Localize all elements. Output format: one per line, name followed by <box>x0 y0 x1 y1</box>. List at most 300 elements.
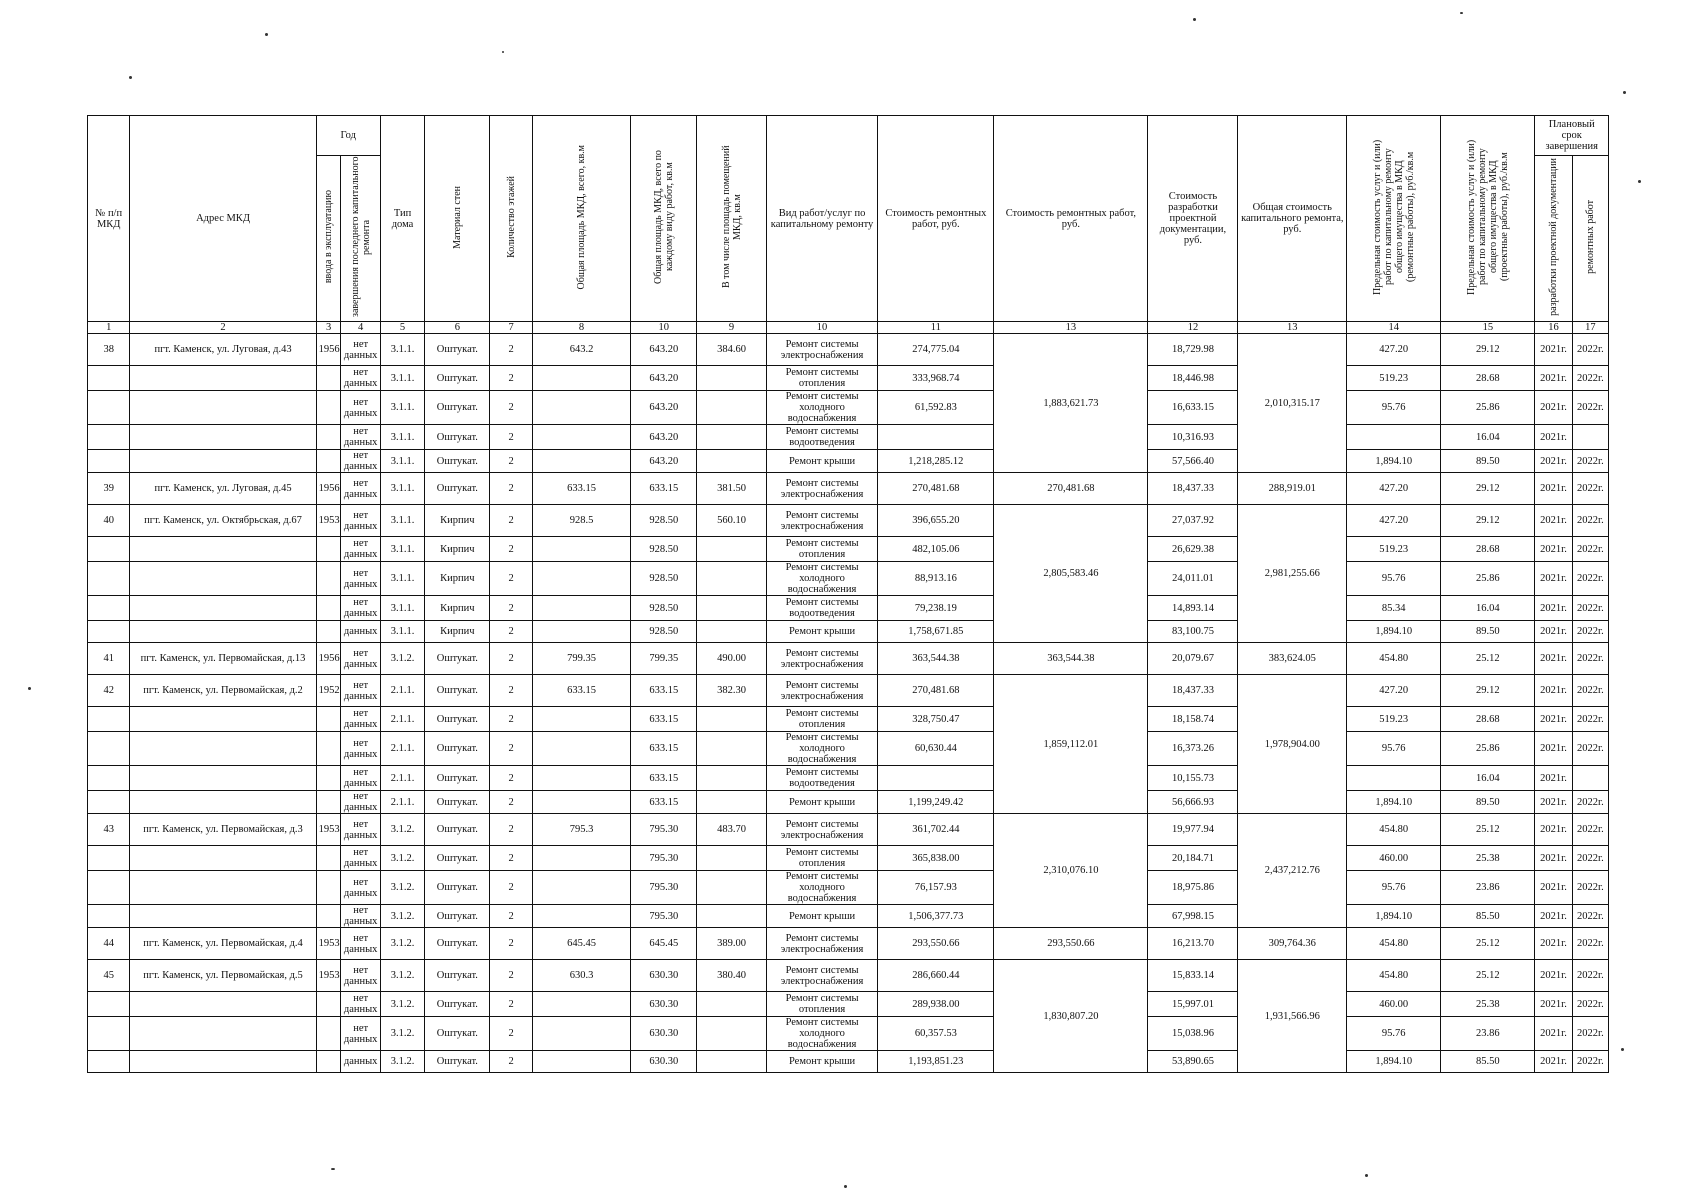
work-type: Ремонт системы электроснабжения <box>766 473 878 505</box>
floors-count: 2 <box>490 1017 532 1051</box>
house-address: пгт. Каменск, ул. Октябрьская, д.67 <box>130 505 316 537</box>
year-commission <box>316 450 341 473</box>
term-repair <box>1572 425 1608 450</box>
house-type: 3.1.1. <box>380 596 424 621</box>
header-term-group: Плановый срок завершения <box>1535 116 1609 156</box>
repair-cost: 60,357.53 <box>878 1017 994 1051</box>
house-type: 3.1.1. <box>380 562 424 596</box>
design-cost: 24,011.01 <box>1148 562 1238 596</box>
area-per-work: 643.20 <box>631 366 697 391</box>
total-area <box>532 621 630 643</box>
term-design: 2021г. <box>1535 791 1572 814</box>
column-number: 10 <box>766 322 878 334</box>
wall-material: Оштукат. <box>425 791 490 814</box>
house-number <box>88 621 130 643</box>
repair-cost: 60,630.44 <box>878 732 994 766</box>
limit-repair: 1,894.10 <box>1347 621 1441 643</box>
house-number <box>88 1051 130 1073</box>
work-type: Ремонт системы холодного водоснабжения <box>766 871 878 905</box>
house-type: 3.1.2. <box>380 928 424 960</box>
last-repair-status: нет данных <box>341 766 380 791</box>
total-area: 799.35 <box>532 643 630 675</box>
scan-speck <box>1638 180 1641 183</box>
term-design: 2021г. <box>1535 334 1572 366</box>
premises-area <box>697 766 766 791</box>
term-design: 2021г. <box>1535 596 1572 621</box>
repair-cost: 286,660.44 <box>878 960 994 992</box>
scan-speck <box>1621 1048 1624 1051</box>
work-type: Ремонт системы электроснабжения <box>766 928 878 960</box>
house-number: 39 <box>88 473 130 505</box>
term-design: 2021г. <box>1535 814 1572 846</box>
term-design: 2021г. <box>1535 450 1572 473</box>
limit-repair: 95.76 <box>1347 1017 1441 1051</box>
house-number <box>88 596 130 621</box>
floors-count: 2 <box>490 505 532 537</box>
total-area <box>532 791 630 814</box>
floors-count: 2 <box>490 537 532 562</box>
last-repair-status: данных <box>341 621 380 643</box>
repair-cost: 270,481.68 <box>878 473 994 505</box>
last-repair-status: нет данных <box>341 960 380 992</box>
limit-design: 29.12 <box>1441 473 1535 505</box>
design-cost: 83,100.75 <box>1148 621 1238 643</box>
limit-repair: 427.20 <box>1347 675 1441 707</box>
house-type: 3.1.2. <box>380 643 424 675</box>
total-area <box>532 366 630 391</box>
house-number <box>88 992 130 1017</box>
premises-area <box>697 562 766 596</box>
limit-repair: 1,894.10 <box>1347 791 1441 814</box>
term-design: 2021г. <box>1535 391 1572 425</box>
table-row <box>88 871 1609 905</box>
work-type: Ремонт системы электроснабжения <box>766 643 878 675</box>
limit-design: 25.12 <box>1441 928 1535 960</box>
house-number <box>88 766 130 791</box>
term-repair: 2022г. <box>1572 596 1608 621</box>
limit-design: 85.50 <box>1441 905 1535 928</box>
work-type: Ремонт системы отопления <box>766 846 878 871</box>
house-type: 3.1.2. <box>380 1051 424 1073</box>
design-cost: 16,633.15 <box>1148 391 1238 425</box>
term-design: 2021г. <box>1535 505 1572 537</box>
house-address <box>130 562 316 596</box>
header-design-cost: Стоимость разработки проектной документации, руб. <box>1148 116 1238 322</box>
year-commission <box>316 846 341 871</box>
area-per-work: 928.50 <box>631 537 697 562</box>
house-address <box>130 425 316 450</box>
year-commission <box>316 1017 341 1051</box>
last-repair-status: нет данных <box>341 366 380 391</box>
scan-speck <box>129 76 132 79</box>
header-premises-area: В том числе площадь помещений МКД, кв.м <box>720 145 743 289</box>
house-address <box>130 766 316 791</box>
term-repair: 2022г. <box>1572 905 1608 928</box>
house-type: 3.1.1. <box>380 450 424 473</box>
year-commission: 1953 <box>316 814 341 846</box>
limit-repair: 454.80 <box>1347 814 1441 846</box>
table-row <box>88 537 1609 562</box>
repair-cost-total: 1,883,621.73 <box>994 334 1148 473</box>
scan-speck <box>1365 1174 1368 1177</box>
premises-area <box>697 391 766 425</box>
last-repair-status: нет данных <box>341 643 380 675</box>
area-per-work: 928.50 <box>631 621 697 643</box>
total-cost: 309,764.36 <box>1238 928 1347 960</box>
year-commission <box>316 871 341 905</box>
house-type: 3.1.1. <box>380 473 424 505</box>
wall-material: Оштукат. <box>425 992 490 1017</box>
term-repair: 2022г. <box>1572 707 1608 732</box>
total-area: 645.45 <box>532 928 630 960</box>
year-commission <box>316 621 341 643</box>
column-number: 11 <box>878 322 994 334</box>
limit-repair: 519.23 <box>1347 707 1441 732</box>
table-row <box>88 960 1609 992</box>
total-cost: 1,978,904.00 <box>1238 675 1347 814</box>
house-number <box>88 846 130 871</box>
table-row <box>88 366 1609 391</box>
limit-design: 25.86 <box>1441 391 1535 425</box>
table-row <box>88 473 1609 505</box>
header-year-commission: ввода в эксплуатацию <box>323 190 335 284</box>
area-per-work: 795.30 <box>631 871 697 905</box>
work-type: Ремонт системы холодного водоснабжения <box>766 732 878 766</box>
limit-repair: 460.00 <box>1347 992 1441 1017</box>
premises-area: 381.50 <box>697 473 766 505</box>
year-commission <box>316 766 341 791</box>
repair-cost-total: 293,550.66 <box>994 928 1148 960</box>
house-number <box>88 871 130 905</box>
column-number: 8 <box>532 322 630 334</box>
wall-material: Оштукат. <box>425 366 490 391</box>
limit-repair: 454.80 <box>1347 643 1441 675</box>
house-type: 3.1.2. <box>380 871 424 905</box>
last-repair-status: нет данных <box>341 992 380 1017</box>
premises-area: 380.40 <box>697 960 766 992</box>
wall-material: Кирпич <box>425 596 490 621</box>
work-type: Ремонт системы электроснабжения <box>766 814 878 846</box>
house-address: пгт. Каменск, ул. Первомайская, д.5 <box>130 960 316 992</box>
term-repair: 2022г. <box>1572 791 1608 814</box>
year-commission <box>316 562 341 596</box>
work-type: Ремонт системы электроснабжения <box>766 960 878 992</box>
table-row <box>88 1017 1609 1051</box>
house-type: 3.1.2. <box>380 905 424 928</box>
total-area: 928.5 <box>532 505 630 537</box>
repair-cost: 361,702.44 <box>878 814 994 846</box>
limit-design: 25.38 <box>1441 846 1535 871</box>
last-repair-status: нет данных <box>341 791 380 814</box>
work-type: Ремонт системы водоотведения <box>766 425 878 450</box>
area-per-work: 799.35 <box>631 643 697 675</box>
work-type: Ремонт системы электроснабжения <box>766 334 878 366</box>
house-address <box>130 871 316 905</box>
design-cost: 16,373.26 <box>1148 732 1238 766</box>
last-repair-status: нет данных <box>341 1017 380 1051</box>
premises-area <box>697 732 766 766</box>
repair-cost <box>878 766 994 791</box>
house-number <box>88 450 130 473</box>
premises-area <box>697 992 766 1017</box>
header-term-repair: ремонтных работ <box>1584 200 1596 274</box>
term-repair: 2022г. <box>1572 643 1608 675</box>
year-commission: 1953 <box>316 928 341 960</box>
header-year-last-repair: завершения последнего капитального ремонта <box>349 156 372 318</box>
house-address: пгт. Каменск, ул. Первомайская, д.2 <box>130 675 316 707</box>
table-row <box>88 905 1609 928</box>
area-per-work: 633.15 <box>631 707 697 732</box>
total-area <box>532 562 630 596</box>
design-cost: 26,629.38 <box>1148 537 1238 562</box>
total-cost: 2,010,315.17 <box>1238 334 1347 473</box>
premises-area <box>697 791 766 814</box>
house-type: 2.1.1. <box>380 732 424 766</box>
design-cost: 57,566.40 <box>1148 450 1238 473</box>
limit-repair <box>1347 766 1441 791</box>
repair-cost: 396,655.20 <box>878 505 994 537</box>
column-number: 14 <box>1347 322 1441 334</box>
floors-count: 2 <box>490 675 532 707</box>
work-type: Ремонт крыши <box>766 621 878 643</box>
repair-cost: 365,838.00 <box>878 846 994 871</box>
house-number: 43 <box>88 814 130 846</box>
last-repair-status: нет данных <box>341 450 380 473</box>
term-repair: 2022г. <box>1572 450 1608 473</box>
limit-repair: 460.00 <box>1347 846 1441 871</box>
area-per-work: 928.50 <box>631 562 697 596</box>
last-repair-status: нет данных <box>341 596 380 621</box>
house-address <box>130 732 316 766</box>
wall-material: Оштукат. <box>425 425 490 450</box>
total-cost: 383,624.05 <box>1238 643 1347 675</box>
last-repair-status: нет данных <box>341 334 380 366</box>
header-limit-design: Предельная стоимость услуг и (или) работ по капитальному ремонту общего имущества в МКД (проектные работы), руб./кв.м <box>1465 139 1510 295</box>
house-address <box>130 596 316 621</box>
premises-area <box>697 366 766 391</box>
limit-design: 28.68 <box>1441 537 1535 562</box>
area-per-work: 633.15 <box>631 791 697 814</box>
house-type: 3.1.1. <box>380 391 424 425</box>
limit-repair: 1,894.10 <box>1347 450 1441 473</box>
area-per-work: 633.15 <box>631 675 697 707</box>
header-num: № п/п МКД <box>88 116 130 322</box>
limit-design: 25.12 <box>1441 643 1535 675</box>
limit-repair <box>1347 425 1441 450</box>
header-term-design: разработки проектной документации <box>1548 158 1560 316</box>
house-type: 3.1.1. <box>380 366 424 391</box>
design-cost: 56,666.93 <box>1148 791 1238 814</box>
work-type: Ремонт крыши <box>766 791 878 814</box>
header-house-type: Тип дома <box>380 116 424 322</box>
wall-material: Оштукат. <box>425 960 490 992</box>
header-repair-cost: Стоимость ремонтных работ, руб. <box>878 116 994 322</box>
column-number: 4 <box>341 322 380 334</box>
limit-design: 29.12 <box>1441 505 1535 537</box>
premises-area <box>697 846 766 871</box>
repair-cost: 289,938.00 <box>878 992 994 1017</box>
scan-speck <box>502 51 504 53</box>
design-cost: 20,184.71 <box>1148 846 1238 871</box>
header-total-cost: Общая стоимость капитального ремонта, руб. <box>1238 116 1347 322</box>
term-repair: 2022г. <box>1572 1017 1608 1051</box>
house-type: 3.1.2. <box>380 846 424 871</box>
design-cost: 10,155.73 <box>1148 766 1238 791</box>
house-type: 3.1.1. <box>380 425 424 450</box>
design-cost: 67,998.15 <box>1148 905 1238 928</box>
term-repair: 2022г. <box>1572 1051 1608 1073</box>
premises-area <box>697 1017 766 1051</box>
work-type: Ремонт крыши <box>766 1051 878 1073</box>
term-repair: 2022г. <box>1572 992 1608 1017</box>
house-number <box>88 562 130 596</box>
work-type: Ремонт системы холодного водоснабжения <box>766 391 878 425</box>
year-commission: 1956 <box>316 643 341 675</box>
repair-cost-total: 1,859,112.01 <box>994 675 1148 814</box>
year-commission: 1956 <box>316 334 341 366</box>
year-commission <box>316 537 341 562</box>
column-number: 17 <box>1572 322 1608 334</box>
wall-material: Оштукат. <box>425 846 490 871</box>
header-repair-cost-total: Стоимость ремонтных работ, руб. <box>994 116 1148 322</box>
premises-area <box>697 537 766 562</box>
year-commission <box>316 905 341 928</box>
year-commission <box>316 425 341 450</box>
total-area <box>532 1017 630 1051</box>
design-cost: 10,316.93 <box>1148 425 1238 450</box>
limit-design: 89.50 <box>1441 791 1535 814</box>
term-design: 2021г. <box>1535 960 1572 992</box>
house-number <box>88 366 130 391</box>
capital-repair-table <box>87 115 1609 1073</box>
scan-speck <box>265 33 268 36</box>
premises-area <box>697 905 766 928</box>
total-area <box>532 1051 630 1073</box>
total-area <box>532 707 630 732</box>
total-area <box>532 766 630 791</box>
repair-cost: 76,157.93 <box>878 871 994 905</box>
wall-material: Кирпич <box>425 505 490 537</box>
term-design: 2021г. <box>1535 537 1572 562</box>
work-type: Ремонт крыши <box>766 450 878 473</box>
house-address <box>130 992 316 1017</box>
house-number: 40 <box>88 505 130 537</box>
area-per-work: 928.50 <box>631 505 697 537</box>
total-area <box>532 425 630 450</box>
house-number: 45 <box>88 960 130 992</box>
design-cost: 15,997.01 <box>1148 992 1238 1017</box>
limit-design: 16.04 <box>1441 425 1535 450</box>
repair-cost-total: 1,830,807.20 <box>994 960 1148 1073</box>
limit-design: 25.86 <box>1441 562 1535 596</box>
limit-design: 25.38 <box>1441 992 1535 1017</box>
floors-count: 2 <box>490 473 532 505</box>
floors-count: 2 <box>490 707 532 732</box>
area-per-work: 630.30 <box>631 1017 697 1051</box>
repair-cost: 88,913.16 <box>878 562 994 596</box>
table-row <box>88 1051 1609 1073</box>
limit-design: 25.86 <box>1441 732 1535 766</box>
table-row <box>88 562 1609 596</box>
house-number: 38 <box>88 334 130 366</box>
total-area: 633.15 <box>532 473 630 505</box>
design-cost: 19,977.94 <box>1148 814 1238 846</box>
house-number <box>88 905 130 928</box>
house-type: 3.1.1. <box>380 621 424 643</box>
floors-count: 2 <box>490 596 532 621</box>
term-repair: 2022г. <box>1572 621 1608 643</box>
last-repair-status: нет данных <box>341 425 380 450</box>
column-number: 9 <box>697 322 766 334</box>
floors-count: 2 <box>490 450 532 473</box>
term-design: 2021г. <box>1535 846 1572 871</box>
wall-material: Оштукат. <box>425 391 490 425</box>
area-per-work: 633.15 <box>631 732 697 766</box>
last-repair-status: нет данных <box>341 846 380 871</box>
total-area <box>532 537 630 562</box>
last-repair-status: нет данных <box>341 473 380 505</box>
repair-cost: 293,550.66 <box>878 928 994 960</box>
area-per-work: 643.20 <box>631 450 697 473</box>
repair-cost: 482,105.06 <box>878 537 994 562</box>
term-repair: 2022г. <box>1572 960 1608 992</box>
house-number: 41 <box>88 643 130 675</box>
year-commission <box>316 391 341 425</box>
design-cost: 18,446.98 <box>1148 366 1238 391</box>
wall-material: Оштукат. <box>425 707 490 732</box>
year-commission <box>316 732 341 766</box>
repair-cost: 1,218,285.12 <box>878 450 994 473</box>
column-number: 16 <box>1535 322 1572 334</box>
column-number: 10 <box>631 322 697 334</box>
term-repair: 2022г. <box>1572 846 1608 871</box>
floors-count: 2 <box>490 928 532 960</box>
limit-design: 25.12 <box>1441 960 1535 992</box>
header-work-type: Вид работ/услуг по капитальному ремонту <box>766 116 878 322</box>
house-number <box>88 537 130 562</box>
premises-area <box>697 425 766 450</box>
area-per-work: 643.20 <box>631 425 697 450</box>
term-repair: 2022г. <box>1572 473 1608 505</box>
repair-cost-total: 2,310,076.10 <box>994 814 1148 928</box>
wall-material: Кирпич <box>425 621 490 643</box>
repair-cost: 1,199,249.42 <box>878 791 994 814</box>
limit-repair: 427.20 <box>1347 473 1441 505</box>
term-repair: 2022г. <box>1572 732 1608 766</box>
term-repair: 2022г. <box>1572 814 1608 846</box>
limit-design: 29.12 <box>1441 334 1535 366</box>
term-design: 2021г. <box>1535 1017 1572 1051</box>
house-type: 3.1.2. <box>380 960 424 992</box>
repair-cost: 363,544.38 <box>878 643 994 675</box>
last-repair-status: нет данных <box>341 814 380 846</box>
scan-speck <box>844 1185 847 1188</box>
last-repair-status: нет данных <box>341 871 380 905</box>
house-address: пгт. Каменск, ул. Первомайская, д.13 <box>130 643 316 675</box>
total-area <box>532 596 630 621</box>
house-address <box>130 707 316 732</box>
design-cost: 18,437.33 <box>1148 473 1238 505</box>
limit-design: 85.50 <box>1441 1051 1535 1073</box>
floors-count: 2 <box>490 905 532 928</box>
house-number <box>88 425 130 450</box>
year-commission: 1956 <box>316 473 341 505</box>
house-number <box>88 791 130 814</box>
repair-cost: 333,968.74 <box>878 366 994 391</box>
total-area: 633.15 <box>532 675 630 707</box>
total-area <box>532 992 630 1017</box>
house-address <box>130 537 316 562</box>
